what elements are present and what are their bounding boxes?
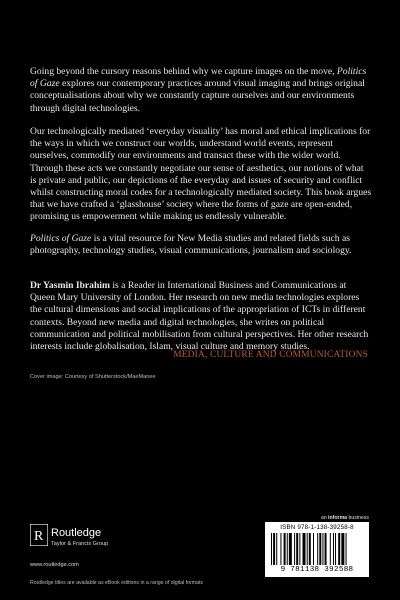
barcode-bars	[271, 533, 363, 565]
description-paragraph-1	[30, 66, 372, 115]
description-paragraph-3	[30, 233, 372, 257]
author-bio-text: is a Reader in International Business and Communications at Queen Mary University of London. Her research on new media technologies explores the cultural dimensions and social implications of the appropriation of ICTs in different contexts. Beyond new media and digital technologies, she writes on political communication and political mobilisation from cultural perspectives. Her other research interests include globalisation, Islam, visual culture and memory studies.	[30, 280, 369, 353]
series-title: MEDIA, CULTURE AND COMMUNICATIONS	[173, 350, 368, 360]
author-bio	[30, 280, 372, 353]
isbn-barcode	[265, 522, 369, 577]
argument-text: Our technologically mediated ‘everyday visuality’ has moral and ethical implications for the ways in which we construct our worlds, understand world events, represent ourselves, commodify our environments and transact these with the wider world. Through these acts we constantly negotiate our sense of aesthetics, our notions of what is private and public, our depictions of the everyday and issues of security and conflict whilst constructing moral codes for a technologically mediated society. This book argues that we have crafted a ‘glasshouse’ society where the forms of gaze are open-ended, promising us empowerment while making us endlessly vulnerable.	[30, 126, 372, 223]
barcode-number: 9 781138 392588	[280, 566, 354, 574]
description-paragraph-2	[30, 126, 372, 224]
cover-image-credit: Cover image: Courtesy of Shutterstock/MaeManee	[30, 374, 156, 380]
book-title-italic: Politics of Gaze	[30, 66, 367, 90]
ebook-availability-note: Routledge titles are available as eBook editions in a range of digital formats	[30, 580, 204, 586]
informa-business-tagline: an informa business	[320, 515, 369, 521]
routledge-logo-icon	[30, 524, 48, 546]
svg-text:R: R	[34, 529, 44, 544]
publisher-url[interactable]: www.routledge.com	[30, 562, 79, 568]
publisher-name: Routledge	[51, 527, 102, 539]
informa-brand: informa	[328, 515, 348, 521]
book-title-italic: Politics of Gaze	[30, 233, 92, 244]
author-name: Dr Yasmin Ibrahim	[30, 280, 110, 291]
publisher-group: Taylor & Francis Group	[51, 541, 109, 547]
intro-text: Going beyond the cursory reasons behind why we capture images on the move,	[30, 66, 337, 77]
intro-text-continued: explores our contemporary practices around visual imaging and brings original conceptualisations about why we constantly capture ourselves and our environments through digital technologies.	[30, 78, 365, 114]
isbn-label: ISBN 978-1-138-39258-8	[280, 524, 354, 531]
audience-text: is a vital resource for New Media studies and related fields such as photography, technology studies, visual communications, journalism and sociology.	[30, 233, 352, 257]
